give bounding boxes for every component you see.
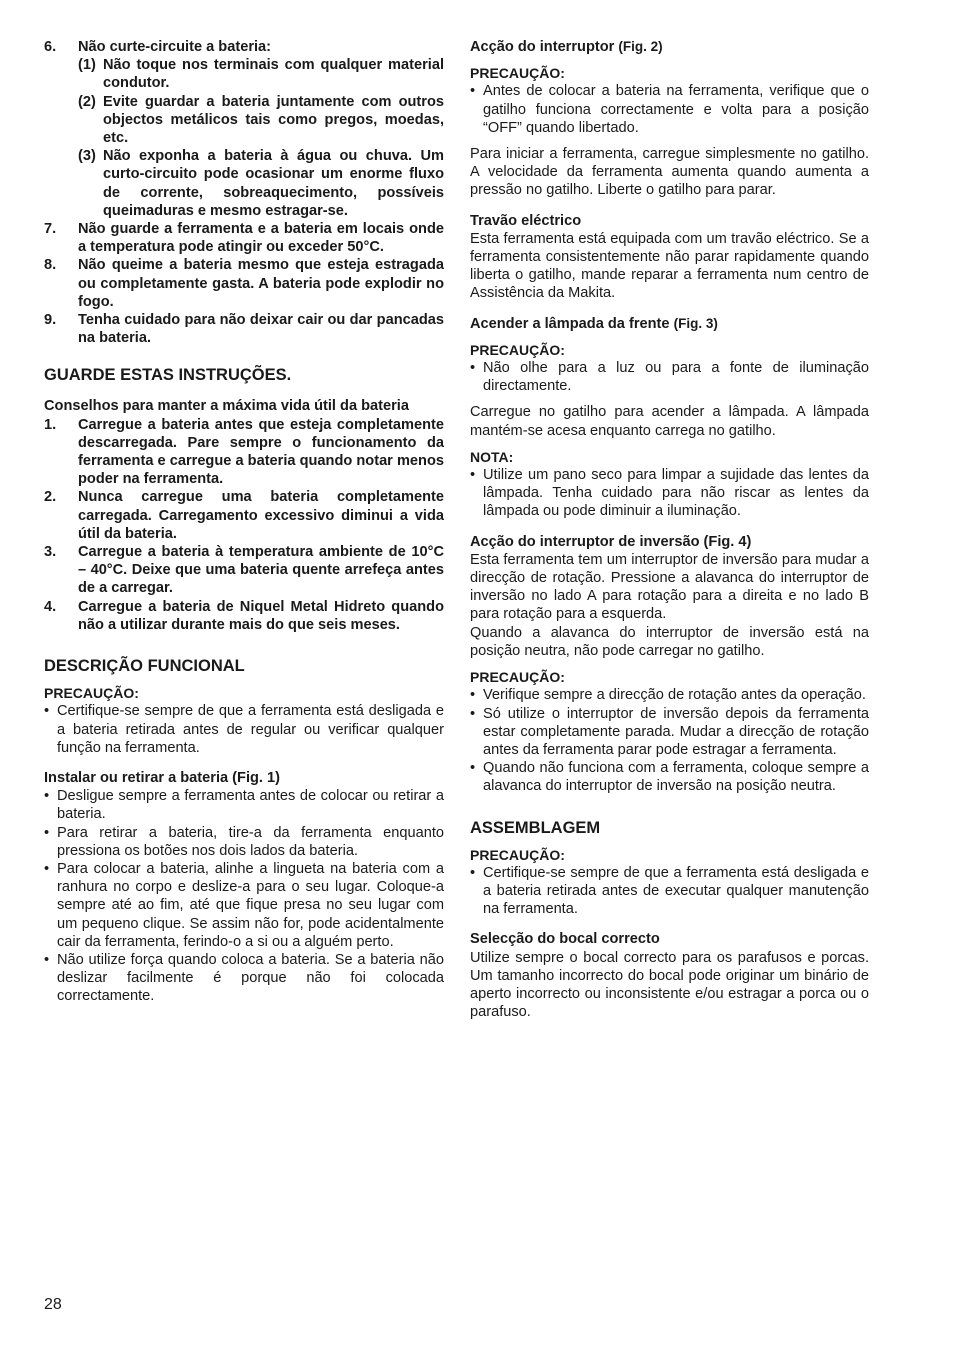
bullet-item (470, 759, 869, 795)
caution-label: PRECAUÇÃO: (470, 669, 565, 686)
bullet-item (470, 359, 869, 395)
paragraph: Esta ferramenta está equipada com um travão eléctrico. Se a ferramenta consistentemente não parar rapidamente quando liberta o gatilho, mande reparar a ferramenta num centro de Assistência da Makita. (470, 230, 869, 302)
bullet-text: Desligue sempre a ferramenta antes de colocar ou retirar a bateria. (57, 788, 444, 823)
seleccao-heading: Selecção do bocal correcto (470, 931, 660, 948)
bullet-icon: • (44, 951, 50, 968)
bullet-item (44, 702, 444, 757)
item-number: 8. (44, 257, 57, 274)
bullet-icon: • (470, 687, 476, 704)
caution-label: PRECAUÇÃO: (470, 341, 565, 358)
bullet-text: Antes de colocar a bateria na ferramenta, verifique que o gatilho funciona correctamente e volta para a posição “OFF” quando libertado. (483, 83, 869, 136)
list-item (44, 598, 444, 634)
caution-label: PRECAUÇÃO: (470, 846, 565, 863)
bullet-text: Para retirar a bateria, tire-a da ferramenta enquanto pressiona os botões nos dois lados da bateria. (57, 824, 444, 859)
list-item (44, 416, 444, 489)
item-text: Carregue a bateria antes que esteja completamente descarregada. Pare sempre o funcionamento da ferramenta e carregue a bateria quando notar menos poder na ferramenta. (78, 416, 444, 488)
bullet-icon: • (44, 703, 50, 720)
lampada-fig: (Fig. 3) (673, 315, 718, 331)
bullet-item (44, 824, 444, 860)
instalar-heading: Instalar ou retirar a bateria (Fig. 1) (44, 769, 281, 786)
conselhos-heading: Conselhos para manter a máxima vida útil da bateria (44, 398, 409, 415)
paragraph: Para iniciar a ferramenta, carregue simplesmente no gatilho. A velocidade da ferramenta aumenta quando aumenta a pressão no gatilho. Liberte o gatilho para parar. (470, 146, 869, 199)
list-item (44, 311, 444, 347)
list-item (44, 543, 444, 598)
item-text: Não queime a bateria mesmo que esteja estragada ou completamente gasta. A bateria pode explodir no fogo. (78, 257, 444, 310)
sub-text: Não toque nos terminais com qualquer material condutor. (103, 57, 444, 92)
accao-heading (470, 38, 869, 56)
list-item (44, 256, 444, 311)
sub-text: Não exponha a bateria à água ou chuva. Um curto-circuito pode ocasionar um enorme fluxo de corrente, sobreaquecimento, possíveis queimaduras e mesmo estragar-se. (103, 148, 444, 219)
bullet-text: Não olhe para a luz ou para a fonte de iluminação directamente. (483, 360, 869, 395)
bullet-item (470, 705, 869, 760)
bullet-text: Só utilize o interruptor de inversão depois da ferramenta estar completamente parada. Mudar a direcção de rotação antes da ferramenta parar pode estragar a ferramenta. (483, 705, 869, 758)
section-heading-assemblagem: ASSEMBLAGEM (470, 818, 601, 837)
left-column (44, 38, 444, 1006)
sub-list-item (78, 56, 444, 92)
sub-number: (1) (78, 57, 96, 74)
bullet-icon: • (44, 824, 50, 841)
note-label: NOTA: (470, 448, 514, 465)
list-item (44, 220, 444, 256)
accao-fig: (Fig. 2) (618, 39, 663, 54)
sub-number: (3) (78, 148, 96, 165)
paragraph: Quando a alavanca do interruptor de inversão está na posição neutra, não pode carregar no gatilho. (470, 624, 869, 659)
item-text: Tenha cuidado para não deixar cair ou dar pancadas na bateria. (78, 312, 444, 347)
travao-heading: Travão eléctrico (470, 212, 582, 229)
bullet-icon: • (470, 83, 476, 100)
sub-list-item (78, 147, 444, 220)
bullet-text: Quando não funciona com a ferramenta, coloque sempre a alavanca do interruptor de inversão na posição neutra. (483, 760, 869, 795)
item-number: 9. (44, 312, 57, 329)
bullet-text: Para colocar a bateria, alinhe a lingueta na bateria com a ranhura no corpo e deslize-a para o seu lugar. Coloque-a sempre até ao fim, até que fique presa no seu lugar com um pequeno clique. Se assim não for, pode acidentalmente cair da ferramenta, ferindo-o a si ou a alguém perto. (57, 860, 444, 950)
item-text: Nunca carregue uma bateria completamente carregada. Carregamento excessivo diminui a vida útil da bateria. (78, 489, 444, 542)
inversao-heading: Acção do interruptor de inversão (Fig. 4) (470, 533, 752, 550)
bullet-text: Certifique-se sempre de que a ferramenta está desligada e a bateria retirada antes de regular ou verificar qualquer função na ferramenta. (57, 703, 444, 756)
item-number: 1. (44, 416, 57, 433)
sub-number: (2) (78, 93, 96, 110)
item-text: Carregue a bateria de Niquel Metal Hidreto quando não a utilizar durante mais do que seis meses. (78, 598, 444, 633)
item-number: 7. (44, 221, 57, 238)
page-number: 28 (44, 1296, 62, 1313)
bullet-icon: • (470, 760, 476, 777)
right-column (470, 38, 869, 1021)
bullet-icon: • (470, 360, 476, 377)
lampada-heading (470, 315, 869, 333)
item-number: 4. (44, 598, 57, 615)
sub-list-item (78, 93, 444, 148)
accao-title: Acção do interruptor (470, 39, 615, 55)
item-number: 2. (44, 489, 57, 506)
bullet-icon: • (44, 788, 50, 805)
bullet-item (470, 82, 869, 137)
lampada-title: Acender a lâmpada da frente (470, 315, 670, 332)
item-text: Não guarde a ferramenta e a bateria em locais onde a temperatura pode atingir ou exceder 50°C. (78, 221, 444, 256)
bullet-item (44, 951, 444, 1006)
bullet-item (44, 787, 444, 823)
bullet-item (470, 864, 869, 919)
item-number: 6. (44, 39, 57, 55)
list-item (44, 488, 444, 543)
item-text: Não curte-circuite a bateria: (78, 39, 272, 55)
item-number: 3. (44, 544, 57, 561)
bullet-text: Utilize um pano seco para limpar a sujidade das lentes da lâmpada. Tenha cuidado para não riscar as lentes da lâmpada ou pode diminuir a iluminação. (483, 467, 869, 520)
bullet-text: Verifique sempre a direcção de rotação antes da operação. (483, 687, 866, 704)
sub-text: Evite guardar a bateria juntamente com outros objectos metálicos tais como pregos, moedas, etc. (103, 93, 444, 147)
list-item (44, 38, 444, 56)
caution-label: PRECAUÇÃO: (470, 65, 565, 82)
bullet-item (470, 466, 869, 521)
item-text: Carregue a bateria à temperatura ambiente de 10°C – 40°C. Deixe que uma bateria quente arrefeça antes de a carregar. (78, 544, 444, 597)
bullet-icon: • (470, 467, 476, 484)
caution-label: PRECAUÇÃO: (44, 685, 139, 702)
bullet-icon: • (44, 860, 50, 877)
bullet-item (470, 686, 869, 704)
paragraph: Carregue no gatilho para acender a lâmpada. A lâmpada mantém-se acesa enquanto carrega no gatilho. (470, 404, 869, 439)
bullet-icon: • (470, 864, 476, 881)
paragraph: Esta ferramenta tem um interruptor de inversão para mudar a direcção de rotação. Pressione a alavanca do interruptor de inversão no lado A para rotação para a direita e no lado B para rotação para a esquerda. (470, 551, 869, 623)
bullet-icon: • (470, 705, 476, 722)
paragraph: Utilize sempre o bocal correcto para os parafusos e porcas. Um tamanho incorrecto do bocal pode originar um binário de aperto incorrecto ou inconsistente e/ou estragar a porca ou o parafuso. (470, 949, 869, 1021)
section-heading-guarde: GUARDE ESTAS INSTRUÇÕES. (44, 366, 292, 385)
bullet-item (44, 860, 444, 951)
section-heading-descricao: DESCRIÇÃO FUNCIONAL (44, 657, 245, 676)
bullet-text: Não utilize força quando coloca a bateria. Se a bateria não deslizar facilmente é porque não foi colocada correctamente. (57, 951, 444, 1005)
bullet-text: Certifique-se sempre de que a ferramenta está desligada e a bateria retirada antes de executar qualquer manutenção na ferramenta. (483, 864, 869, 918)
